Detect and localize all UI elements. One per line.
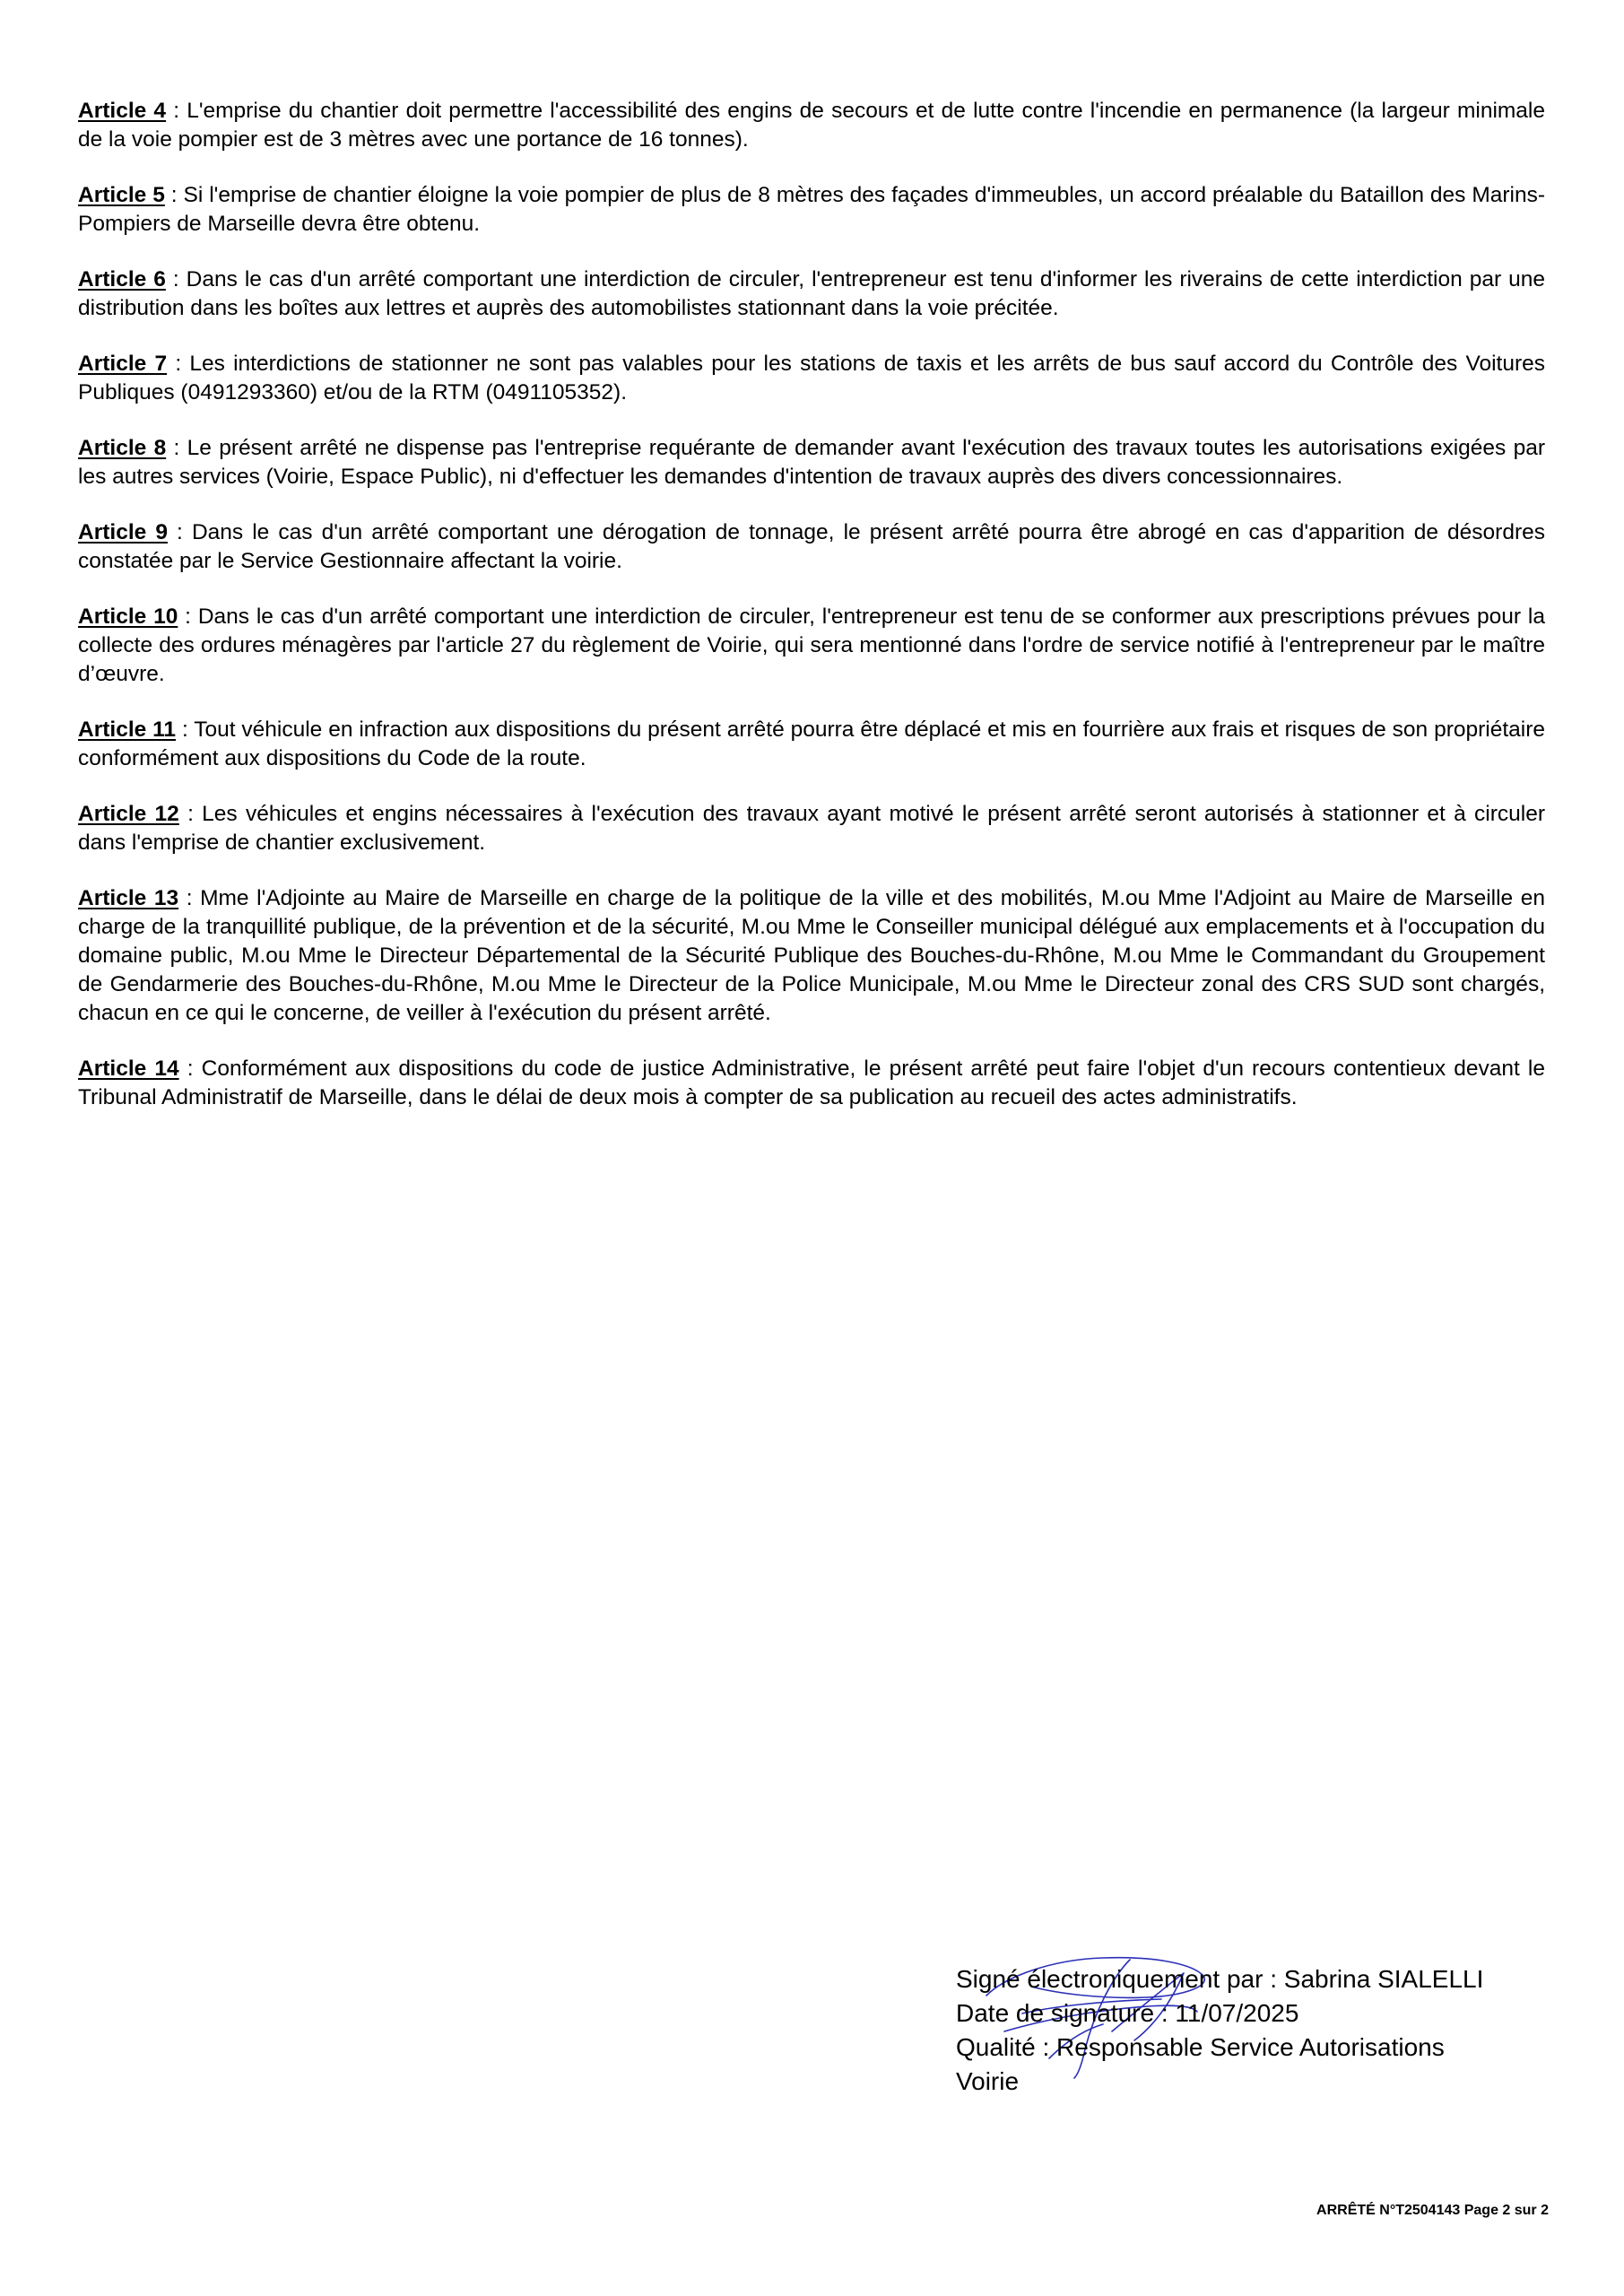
article-5 (78, 181, 1545, 239)
article-14 (78, 1055, 1545, 1112)
article-10 (78, 603, 1545, 689)
article-text: : Conformément aux dispositions du code de justice Administrative, le présent arrêté peut faire l'objet d'un recours contentieux devant le Tribunal Administratif de Marseille, dans le délai de deux mois à compter de sa publication au recueil des actes administratifs. (78, 1057, 1545, 1109)
signature-date: Date de signature : 11/07/2025 (956, 1999, 1299, 2027)
article-9 (78, 518, 1545, 576)
article-text: : Dans le cas d'un arrêté comportant une dérogation de tonnage, le présent arrêté pourra être abrogé en cas d'apparition de désordres constatée par le Service Gestionnaire affectant la voirie. (78, 520, 1545, 573)
signer-role-continued: Voirie (956, 2067, 1020, 2095)
article-4 (78, 97, 1545, 154)
article-label: Article 5 (78, 183, 165, 207)
signer-role: Qualité : Responsable Service Autorisations (956, 2033, 1445, 2061)
article-text: : Le présent arrêté ne dispense pas l'entreprise requérante de demander avant l'exécution des travaux toutes les autorisations exigées par les autres services (Voirie, Espace Public), ni d'effectuer les demandes d'intention de travaux auprès des divers concessionnaires. (78, 436, 1545, 489)
article-7 (78, 350, 1545, 407)
article-11 (78, 716, 1545, 773)
article-text: : Les véhicules et engins nécessaires à l'exécution des travaux ayant motivé le présent arrêté seront autorisés à stationner et à circuler dans l'emprise de chantier exclusivement. (78, 802, 1545, 855)
signature-block (956, 1962, 1584, 2099)
article-text: : Dans le cas d'un arrêté comportant une interdiction de circuler, l'entrepreneur est tenu de se conformer aux prescriptions prévues pour la collecte des ordures ménagères par l'article 27 du règlement de Voirie, qui sera mentionné dans l'ordre de service notifié à l'entrepreneur par le maître d’œuvre. (78, 604, 1545, 686)
article-text: : Tout véhicule en infraction aux dispositions du présent arrêté pourra être déplacé et mis en fourrière aux frais et risques de son propriétaire conformément aux dispositions du Code de la route. (78, 718, 1545, 770)
article-text: : L'emprise du chantier doit permettre l'accessibilité des engins de secours et de lutte contre l'incendie en permanence (la largeur minimale de la voie pompier est de 3 mètres avec une portance de 16 tonnes). (78, 99, 1546, 152)
article-label: Article 11 (78, 718, 177, 742)
article-label: Article 4 (78, 99, 167, 123)
article-label: Article 12 (78, 802, 179, 826)
article-text: : Si l'emprise de chantier éloigne la voie pompier de plus de 8 mètres des façades d'immeubles, un accord préalable du Bataillon des Marins-Pompiers de Marseille devra être obtenu. (78, 183, 1545, 236)
article-text: : Les interdictions de stationner ne sont pas valables pour les stations de taxis et les arrêts de bus sauf accord du Contrôle des Voitures Publiques (0491293360) et/ou de la RTM (0491105352). (78, 352, 1545, 404)
articles-list (78, 97, 1545, 1139)
article-text: : Mme l'Adjointe au Maire de Marseille en charge de la politique de la ville et des mobilités, M.ou Mme l'Adjoint au Maire de Marseille en charge de la tranquillité publique, de la prévention et de la sécurité, M.ou Mme le Conseiller municipal délégué aux emplacements et à l'occupation du domaine public, M.ou Mme le Directeur Départemental de la Sécurité Publique des Bouches-du-Rhône, M.ou Mme le Commandant du Groupement de Gendarmerie des Bouches-du-Rhône, M.ou Mme le Directeur de la Police Municipale, M.ou Mme le Directeur zonal des CRS SUD sont chargés, chacun en ce qui le concerne, de veiller à l'exécution du présent arrêté. (78, 886, 1545, 1025)
article-label: Article 14 (78, 1057, 179, 1081)
article-label: Article 9 (78, 520, 168, 544)
article-label: Article 13 (78, 886, 179, 910)
article-label: Article 7 (78, 352, 168, 376)
signed-by: Signé électroniquement par : Sabrina SIALELLI (956, 1965, 1484, 1993)
article-6 (78, 265, 1545, 323)
article-label: Article 10 (78, 604, 178, 629)
article-13 (78, 884, 1545, 1028)
page-footer-reference: ARRÊTÉ N°T2504143 Page 2 sur 2 (1316, 2203, 1549, 2218)
article-label: Article 8 (78, 436, 167, 460)
article-12 (78, 800, 1545, 857)
article-8 (78, 434, 1545, 491)
article-label: Article 6 (78, 267, 166, 291)
article-text: : Dans le cas d'un arrêté comportant une interdiction de circuler, l'entrepreneur est tenu d'informer les riverains de cette interdiction par une distribution dans les boîtes aux lettres et auprès des automobilistes stationnant dans la voie précitée. (78, 267, 1545, 320)
